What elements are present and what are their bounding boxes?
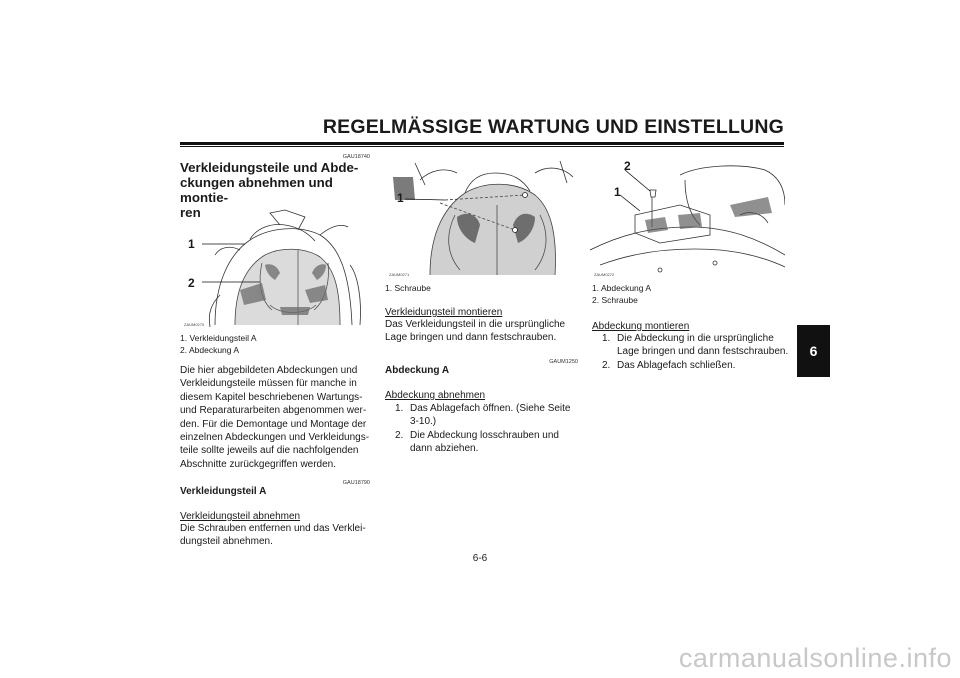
paragraph-line: und Reparaturarbeiten abgenommen wer- <box>180 405 367 417</box>
subheading-verkleidungsteil-a: Verkleidungsteil A <box>180 486 267 497</box>
caption-item: 1. Verkleidungsteil A <box>180 333 257 343</box>
paragraph-line: Die hier abgebildeten Abdeckungen und <box>180 365 358 376</box>
step-text <box>410 402 570 429</box>
heading-line: Verkleidungsteile und Abde- <box>180 160 359 175</box>
figure-scooter-front <box>180 205 370 330</box>
step-number: 1. <box>395 403 404 414</box>
heading-line: ren <box>180 205 201 220</box>
doc-code: GAU18740 <box>342 154 370 160</box>
figure-fairing-screws <box>385 155 580 280</box>
callout-2: 2 <box>188 276 195 290</box>
heading-line: ckungen abnehmen und montie- <box>180 175 333 205</box>
section-tab[interactable]: 6 <box>797 325 830 377</box>
list-item <box>602 332 792 359</box>
figure-captions <box>385 282 431 294</box>
step-text <box>410 429 559 456</box>
figure-captions <box>592 282 651 306</box>
paragraph-line: Lage bringen und dann festschrauben. <box>385 332 557 344</box>
step-line: 3-10.) <box>410 416 437 428</box>
page-number: 6-6 <box>472 553 488 564</box>
figure-cover-a <box>590 155 785 280</box>
paragraph-line: Die Schrauben entfernen und das Verklei- <box>180 523 366 534</box>
step-line: Lage bringen und dann festschrauben. <box>617 346 789 358</box>
step-text <box>617 359 735 372</box>
paragraph-line: Verkleidungsteile müssen für manche in <box>180 378 357 390</box>
step-number: 2. <box>602 359 611 371</box>
list-item <box>395 429 585 456</box>
step-line: Die Abdeckung losschrauben und <box>410 429 559 441</box>
caption-item: 1. Schraube <box>385 283 431 293</box>
step-line: Das Ablagefach öffnen. (Siehe Seite <box>410 403 571 414</box>
paragraph-line: einzelnen Abdeckungen und Verkleidungs- <box>180 432 370 444</box>
paragraph-line: diesem Kapitel beschriebenen Wartungs- <box>180 391 363 403</box>
remove-title: Abdeckung abnehmen <box>385 390 486 401</box>
callout-1: 1 <box>188 237 195 251</box>
watermark[interactable]: carmanualsonline.info <box>678 643 952 673</box>
step-line: dann abziehen. <box>410 443 479 455</box>
step-line: Die Abdeckung in die ursprüngliche <box>617 333 774 344</box>
install-title: Verkleidungsteil montieren <box>385 307 503 318</box>
caption-item: 2. Abdeckung A <box>180 345 240 355</box>
caption-item: 2. Schraube <box>592 295 638 305</box>
figure-code: ZAUM0271 <box>389 272 410 277</box>
paragraph-line: Das Verkleidungsteil in die ursprüngliche <box>385 319 566 330</box>
subheading-abdeckung-a: Abdeckung A <box>385 365 450 376</box>
figure-captions <box>180 332 257 356</box>
list-item <box>602 359 792 372</box>
remove-text <box>180 522 380 549</box>
paragraph-line: Abschnitte zurückgegriffen werden. <box>180 458 337 470</box>
list-item <box>395 402 585 429</box>
install-text <box>385 318 585 345</box>
remove-steps <box>395 402 585 456</box>
figure-code: ZAUM0270 <box>184 322 205 327</box>
caption-item: 1. Abdeckung A <box>592 283 652 293</box>
scooter-front-illustration <box>180 205 370 330</box>
cover-illustration <box>590 155 785 280</box>
paragraph-line: teile sollte jeweils auf die nachfolgenden <box>180 445 359 457</box>
install-title: Abdeckung montieren <box>592 321 690 332</box>
doc-code: GAUM1250 <box>549 359 578 365</box>
paragraph-line: den. Für die Demontage und Montage der <box>180 418 367 430</box>
paragraph-line: dungsteil abnehmen. <box>180 536 273 548</box>
step-text <box>617 332 788 359</box>
doc-code: GAU18790 <box>342 480 370 486</box>
step-number: 2. <box>395 429 404 441</box>
install-steps <box>602 332 792 372</box>
title-rule <box>180 142 784 145</box>
remove-title: Verkleidungsteil abnehmen <box>180 511 301 522</box>
step-line: Das Ablagefach schließen. <box>617 359 736 371</box>
figure-code: ZAUM0272 <box>594 272 615 277</box>
intro-paragraph <box>180 364 380 471</box>
step-number: 1. <box>602 333 611 344</box>
page-title: REGELMÄSSIGE WARTUNG UND EINSTELLUNG <box>322 116 784 138</box>
callout-1: 1 <box>614 185 621 199</box>
title-rule-thin <box>180 146 784 147</box>
callout-1: 1 <box>397 191 404 205</box>
fairing-illustration <box>385 155 580 280</box>
callout-2: 2 <box>624 159 631 173</box>
